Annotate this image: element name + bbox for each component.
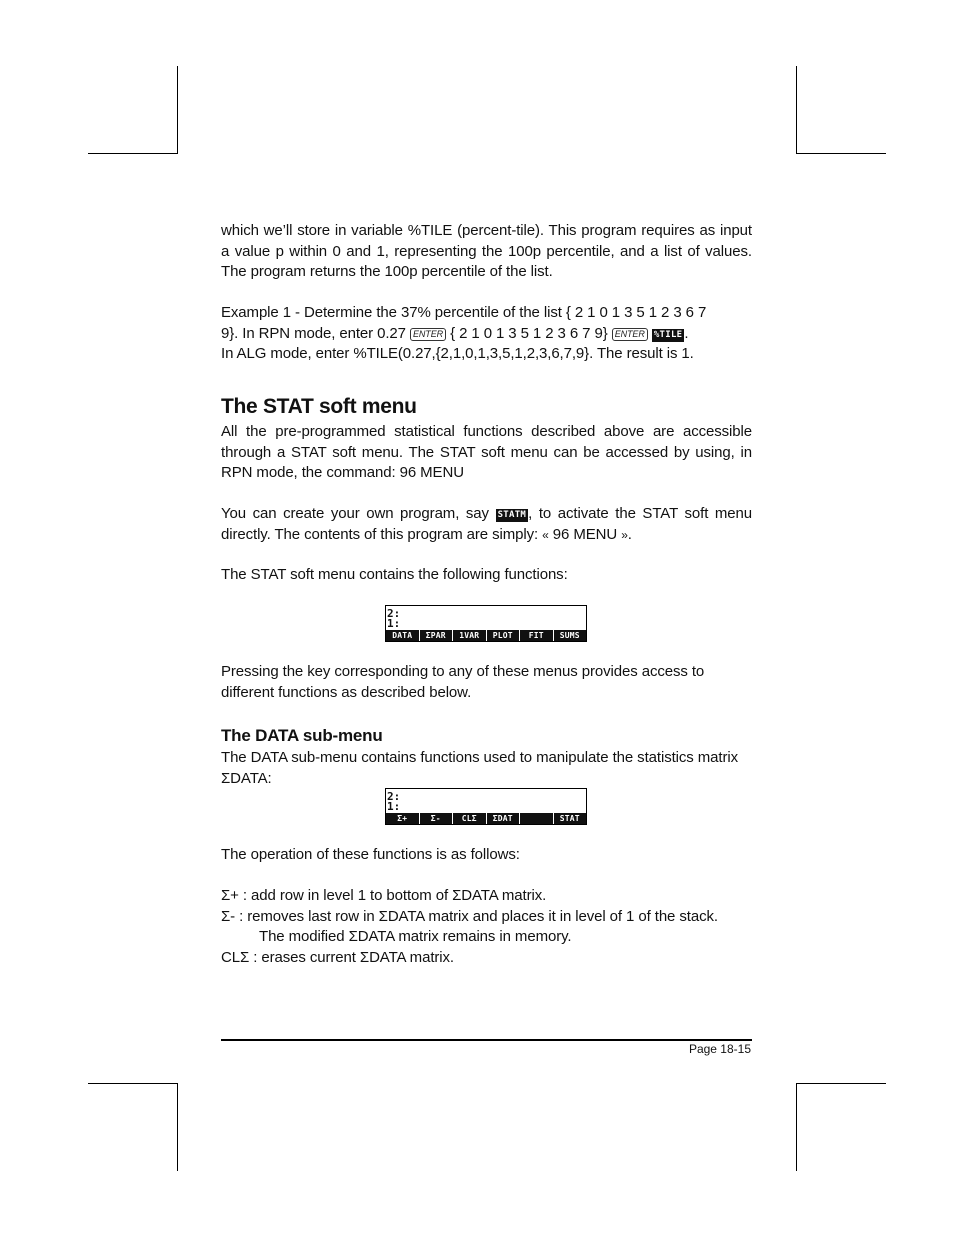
softkey-fit[interactable]: FIT [520, 630, 553, 641]
subsection-title-data: The DATA sub-menu [221, 726, 383, 745]
calculator-screen-data-menu [385, 788, 587, 825]
stat-paragraph-2 [221, 504, 752, 545]
crop-mark-top-left-horizontal [88, 153, 178, 154]
stack-level-2: 2: [387, 790, 401, 803]
data-paragraph-1: The DATA sub-menu contains functions used to manipulate the statistics matrix ΣDATA: [221, 749, 738, 787]
enter-key-icon-2: ENTER [612, 328, 648, 341]
intro-paragraph: which we’ll store in variable %TILE (percent-tile). This program requires as input a value p within 0 and 1, representing the 100p percentile, and a list of values. The program returns the 100p percentile of the list. [221, 222, 752, 280]
softkey-stat[interactable]: STAT [554, 813, 587, 824]
crop-mark-bottom-left-horizontal [88, 1083, 178, 1084]
operations-intro: The operation of these functions is as follows: [221, 846, 520, 863]
footer-rule [221, 1039, 752, 1041]
page-number: Page 18-15 [688, 1042, 751, 1056]
operation-sigma-minus: Σ- : removes last row in ΣDATA matrix and places it in level of 1 of the stack. [221, 907, 718, 925]
stack-level-1: 1: [387, 800, 401, 813]
softkey-plot[interactable]: PLOT [487, 630, 520, 641]
program-open-delimiter: « [542, 527, 549, 542]
tile-softkey: %TILE [653, 329, 683, 340]
operation-sigma-plus: Σ+ : add row in level 1 to bottom of ΣDATA matrix. [221, 887, 547, 904]
example-line-3: In ALG mode, enter %TILE(0.27,{2,1,0,1,3,5,1,2,3,6,7,9}. The result is 1. [221, 345, 694, 362]
example-line-2-start: 9}. In RPN mode, enter 0.27 [221, 324, 406, 342]
softkey-sums[interactable]: SUMS [554, 630, 587, 641]
program-close-delimiter: » [621, 527, 628, 542]
crop-mark-top-left-vertical [177, 66, 178, 154]
stat-paragraph-2-end: . [627, 525, 632, 543]
stat-paragraph-2-middle: , to activate the STAT soft menu directly. The contents of this program are simply: [221, 505, 752, 543]
softkey-sigma-par[interactable]: ΣPAR [420, 630, 453, 641]
operation-sigma-minus-continued: The modified ΣDATA matrix remains in memory. [259, 928, 572, 945]
operation-cl-sigma: CLΣ : erases current ΣDATA matrix. [221, 948, 454, 966]
example-list: { 2 1 0 1 3 5 1 2 3 6 7 9} [450, 324, 608, 342]
stack-level-2: 2: [387, 607, 401, 620]
crop-mark-bottom-right-vertical [796, 1083, 797, 1171]
example-line-1: Example 1 - Determine the 37% percentile of the list { 2 1 0 1 3 5 1 2 3 6 7 [221, 304, 707, 321]
softkey-data[interactable]: DATA [386, 630, 419, 641]
softkey-sigma-dat[interactable]: ΣDAT [487, 813, 520, 824]
stat-paragraph-3: The STAT soft menu contains the following functions: [221, 566, 568, 583]
section-title-stat: The STAT soft menu [221, 395, 417, 418]
enter-key-icon: ENTER [410, 328, 446, 341]
softkey-sigma-minus[interactable]: Σ- [420, 813, 453, 824]
crop-mark-top-right-horizontal [796, 153, 886, 154]
softkey-cl-sigma[interactable]: CLΣ [453, 813, 486, 824]
operations-list [221, 886, 752, 968]
crop-mark-bottom-right-horizontal [796, 1083, 886, 1084]
soft-menu-bar [386, 813, 586, 824]
softkey-sigma-plus[interactable]: Σ+ [386, 813, 419, 824]
example-block [221, 303, 752, 365]
softkey-blank[interactable] [520, 813, 553, 824]
program-content: 96 MENU [548, 525, 622, 543]
stat-paragraph-2-start: You can create your own program, say [221, 505, 489, 522]
example-line-2 [221, 324, 752, 345]
stack-level-1: 1: [387, 617, 401, 630]
crop-mark-top-right-vertical [796, 66, 797, 154]
soft-menu-bar [386, 630, 586, 641]
calculator-screen-stat-menu [385, 605, 587, 642]
softkey-1var[interactable]: 1VAR [453, 630, 486, 641]
example-line-2-end: . [684, 324, 689, 342]
statm-softkey: STATM [497, 510, 527, 520]
crop-mark-bottom-left-vertical [177, 1083, 178, 1171]
after-screen-paragraph: Pressing the key corresponding to any of these menus provides access to different functions as described below. [221, 663, 705, 701]
stat-paragraph-1: All the pre-programmed statistical functions described above are accessible through a STAT soft menu. The STAT soft menu can be accessed by using, in RPN mode, the command: 96 MENU [221, 423, 752, 481]
